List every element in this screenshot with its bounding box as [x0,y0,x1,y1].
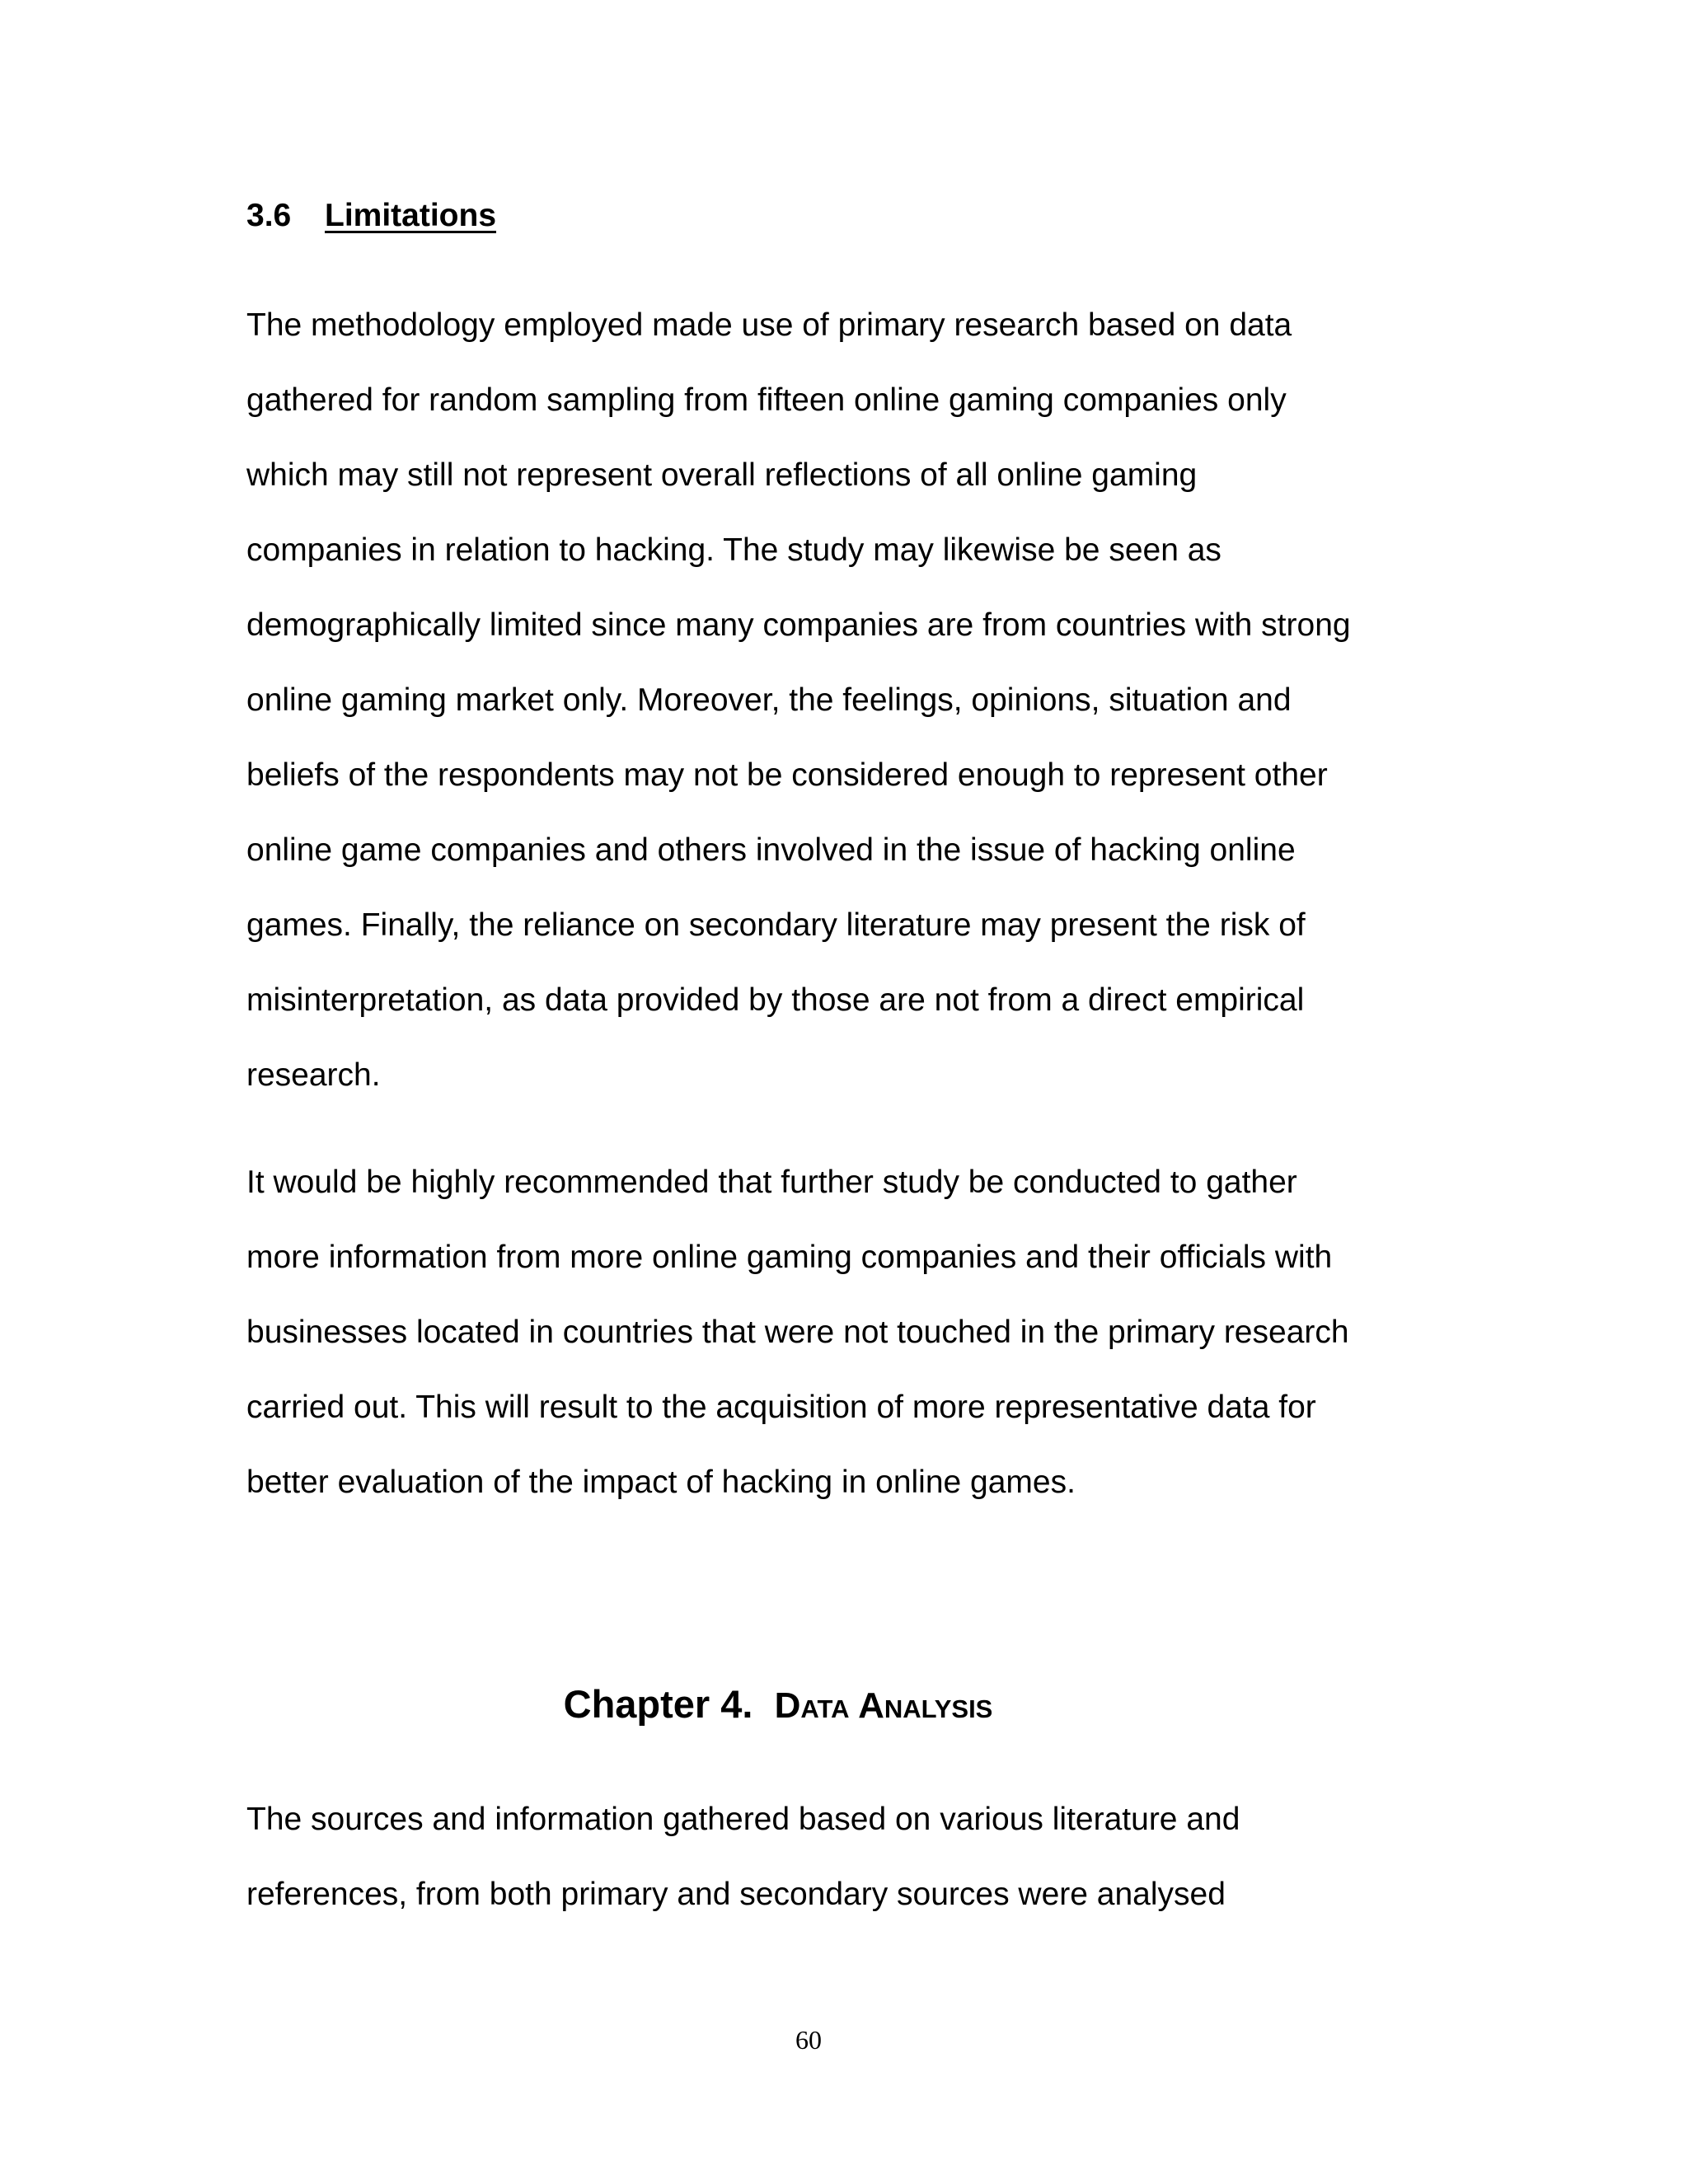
text-line: references, from both primary and secondary sources were analysed [246,1877,1226,1912]
text-line: misinterpretation, as data provided by those are not from a direct empirical [246,982,1305,1018]
text-line: online game companies and others involved in the issue of hacking online [246,832,1296,868]
text-line: carried out. This will result to the acquisition of more representative data for [246,1390,1316,1425]
text-line: The sources and information gathered based on various literature and [246,1802,1240,1837]
text-line: demographically limited since many companies are from countries with strong [246,607,1351,643]
chapter-label: Chapter 4. [563,1682,753,1726]
chapter-title: Data Analysis [774,1685,993,1726]
chapter-intro-paragraph [246,1782,1442,1932]
page-number: 60 [795,2025,822,2055]
limitations-paragraph-1 [246,288,1442,1113]
section-number: 3.6 [246,198,292,233]
limitations-paragraph-2 [246,1145,1442,1520]
text-line: online gaming market only. Moreover, the feelings, opinions, situation and [246,682,1292,718]
text-line: games. Finally, the reliance on secondary literature may present the risk of [246,907,1306,943]
section-heading [246,196,496,236]
text-line: which may still not represent overall reflections of all online gaming [246,457,1198,493]
text-line: gathered for random sampling from fifteen online gaming companies only [246,382,1287,418]
text-line: It would be highly recommended that further study be conducted to gather [246,1165,1297,1200]
text-line: beliefs of the respondents may not be considered enough to represent other [246,757,1328,793]
text-line: more information from more online gaming companies and their officials with [246,1240,1333,1275]
text-line: better evaluation of the impact of hacking in online games. [246,1465,1076,1500]
text-line: The methodology employed made use of primary research based on data [246,307,1292,343]
text-line: businesses located in countries that were not touched in the primary research [246,1315,1349,1350]
chapter-heading [0,1681,1556,1729]
text-line: companies in relation to hacking. The study may likewise be seen as [246,532,1221,568]
section-title: Limitations [325,198,497,233]
text-line: research. [246,1057,381,1093]
